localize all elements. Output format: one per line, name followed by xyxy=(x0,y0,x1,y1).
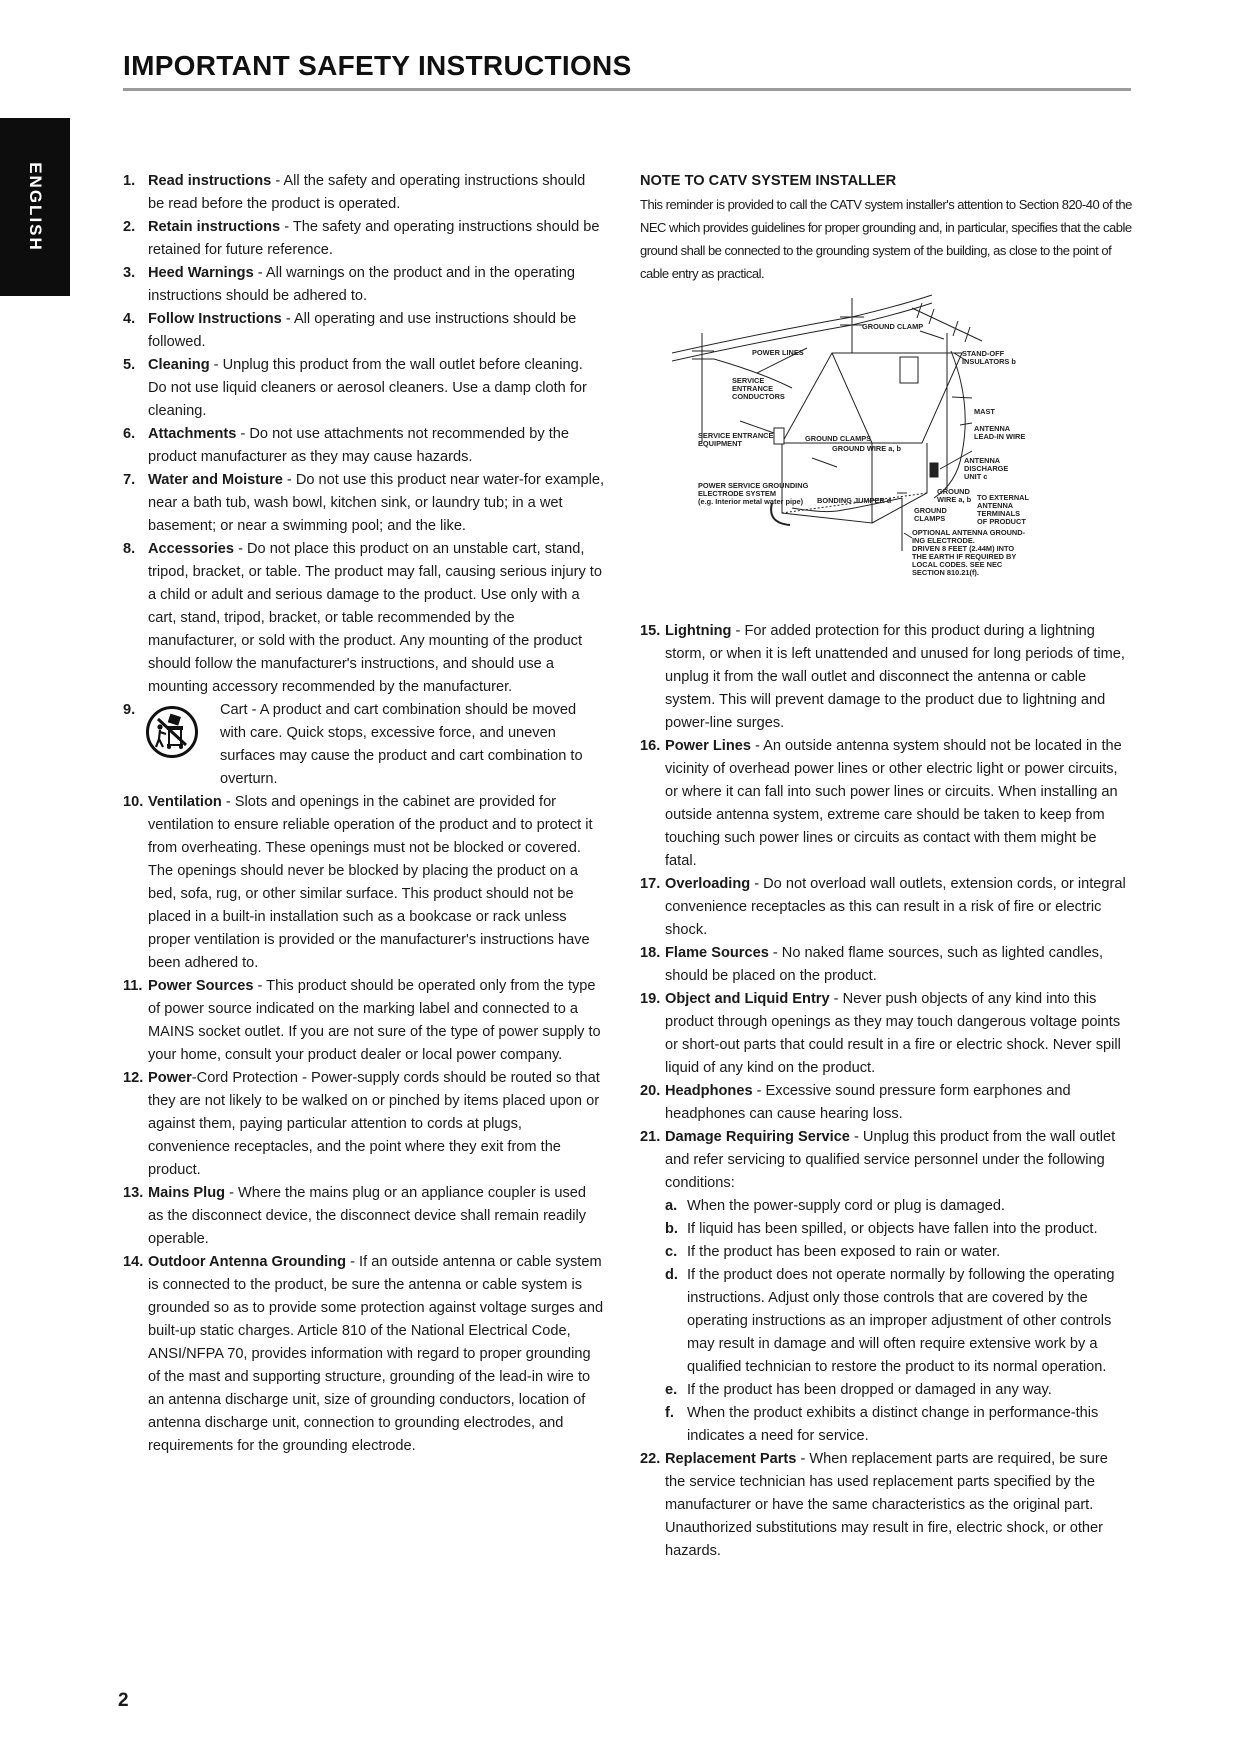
item-text: - For added protection for this product during a lightning storm, or when it is left unattended and unused for long periods of time, unplug it from the wall outlet and disconnect the antenna or cable system. This will prevent damage to the product due to lightning and power-line surges. xyxy=(665,623,1125,731)
instruction-item xyxy=(123,216,605,262)
label-ground-wire-2: GROUND xyxy=(937,487,970,496)
item-title: Power Sources xyxy=(148,978,254,994)
page-title: IMPORTANT SAFETY INSTRUCTIONS xyxy=(123,50,632,81)
instruction-item xyxy=(640,1126,1132,1195)
condition-text: When the product exhibits a distinct change in performance-this indicates a need for service. xyxy=(687,1405,1099,1444)
condition-letter: d. xyxy=(665,1267,678,1283)
label-power-service-grounding: POWER SERVICE GROUNDING xyxy=(698,481,809,490)
left-column xyxy=(123,170,605,1458)
item-title: Mains Plug xyxy=(148,1185,226,1201)
instruction-list-1 xyxy=(123,170,605,699)
instruction-item xyxy=(640,1448,1132,1563)
label-bonding-jumper: BONDING JUMPER d xyxy=(817,496,892,505)
label-optional-electrode: OPTIONAL ANTENNA GROUND- xyxy=(912,528,1026,537)
item-number: 7. xyxy=(123,472,136,488)
item-text: - Do not place this product on an unstable cart, stand, tripod, bracket, or table. The product may fall, causing serious injury to a child or adult and serious damage to the product. Use only with a cart, stand, tripod, bracket, or table recommended by the manufacturer, or sold with the product. Any mounting of the product should follow the manufacturer's instructions, and should use a mounting accessory recommended by the manufacturer. xyxy=(148,541,602,695)
item-text: - Unplug this product from the wall outlet before cleaning. Do not use liquid cleaners or aerosol cleaners. Use a damp cloth for cleaning. xyxy=(148,357,587,419)
instruction-item xyxy=(123,538,605,699)
service-condition xyxy=(640,1218,1132,1241)
label-discharge-2: DISCHARGE xyxy=(964,464,1009,473)
item-title: Object and Liquid Entry xyxy=(665,991,830,1007)
label-standoff-2: INSULATORS b xyxy=(962,357,1016,366)
item-title: Overloading xyxy=(665,876,751,892)
instruction-item xyxy=(640,1080,1132,1126)
instruction-item xyxy=(123,1251,605,1458)
item-text: - Where the mains plug or an appliance coupler is used as the disconnect device, the disconnect device shall remain readily operable. xyxy=(148,1185,587,1247)
label-ground-clamps: GROUND CLAMPS xyxy=(805,434,872,443)
item-text: - Do not use attachments not recommended by the product manufacturer as they may cause hazards. xyxy=(148,426,569,465)
item-title: Lightning xyxy=(665,623,732,639)
item-number: 21. xyxy=(640,1129,661,1145)
instruction-item xyxy=(123,423,605,469)
item-number: 6. xyxy=(123,426,136,442)
item-text: - Unplug this product from the wall outlet and refer servicing to qualified service personnel under the following conditions: xyxy=(665,1129,1116,1191)
condition-text: If the product has been exposed to rain or water. xyxy=(687,1244,1001,1260)
instruction-item xyxy=(123,170,605,216)
instruction-item xyxy=(123,1067,605,1182)
title-divider xyxy=(123,88,1131,91)
language-tab-label: ENGLISH xyxy=(26,162,45,252)
item-title: Cart xyxy=(220,702,248,718)
label-to-external: TO EXTERNAL xyxy=(977,493,1030,502)
condition-text: When the power-supply cord or plug is damaged. xyxy=(687,1198,1005,1214)
item-text: - An outside antenna system should not be located in the vicinity of overhead power lines or other electric light or power circuits, or where it can fall into such power lines or circuits. When installing an outside antenna system, extreme care should be taken to keep from touching such power lines or circuits as contact with them might be fatal. xyxy=(665,738,1122,869)
instruction-item xyxy=(123,262,605,308)
item-text: - Do not overload wall outlets, extension cords, or integral convenience receptacles as this can result in a risk of fire or electric shock. xyxy=(665,876,1126,938)
right-column xyxy=(640,170,1132,1563)
item-title: Heed Warnings xyxy=(148,265,254,281)
label-service-entrance-2: ENTRANCE xyxy=(732,384,774,393)
item-number: 13. xyxy=(123,1185,144,1201)
item-number: 5. xyxy=(123,357,136,373)
instruction-item xyxy=(640,735,1132,873)
item-number: 22. xyxy=(640,1451,661,1467)
language-tab xyxy=(0,118,70,296)
note-heading: NOTE TO CATV SYSTEM INSTALLER xyxy=(640,173,897,189)
label-discharge-3: UNIT c xyxy=(964,472,988,481)
item-title: Power xyxy=(148,1070,192,1086)
service-condition xyxy=(640,1241,1132,1264)
instruction-list-4 xyxy=(640,1448,1132,1563)
item-text: - A product and cart combination should be moved with care. Quick stops, excessive force, and uneven surfaces may cause the product and cart combination to overturn. xyxy=(220,702,583,787)
item-number: 3. xyxy=(123,265,136,281)
item-text: - Slots and openings in the cabinet are provided for ventilation to ensure reliable operation of the product and to protect it from overheating. These openings must not be blocked or covered. The openings should never be blocked by placing the product on a bed, sofa, rug, or other similar surface. This product should not be placed in a built-in installation such as a bookcase or rack unless proper ventilation is provided or the manufacturer's instructions have been adhered to. xyxy=(148,794,593,971)
item-number: 19. xyxy=(640,991,661,1007)
label-to-external-2: ANTENNA xyxy=(977,501,1014,510)
instruction-list-3 xyxy=(640,620,1132,1195)
label-optional-electrode-5: LOCAL CODES. SEE NEC xyxy=(912,560,1003,569)
service-condition xyxy=(640,1195,1132,1218)
instruction-item xyxy=(123,1182,605,1251)
item-number: 9. xyxy=(123,702,136,718)
label-ground-clamps-2b: CLAMPS xyxy=(914,514,946,523)
item-number: 15. xyxy=(640,623,661,639)
label-power-lines: POWER LINES xyxy=(752,348,804,357)
item-text: - The safety and operating instructions should be retained for future reference. xyxy=(148,219,600,258)
cart-tip-over-warning-icon xyxy=(145,705,199,759)
label-standoff: STAND-OFF xyxy=(962,349,1005,358)
service-condition xyxy=(640,1402,1132,1448)
instruction-item xyxy=(123,975,605,1067)
service-condition xyxy=(640,1379,1132,1402)
item-text: - No naked flame sources, such as lighted candles, should be placed on the product. xyxy=(665,945,1104,984)
label-optional-electrode-6: SECTION 810.21(f). xyxy=(912,568,979,577)
instruction-item xyxy=(123,469,605,538)
item-title: Cleaning xyxy=(148,357,210,373)
item-number: 4. xyxy=(123,311,136,327)
condition-letter: b. xyxy=(665,1221,678,1237)
label-ground-wire: GROUND WIRE a, b xyxy=(832,444,901,453)
item-number: 20. xyxy=(640,1083,661,1099)
label-service-entrance-3: CONDUCTORS xyxy=(732,392,785,401)
item-title: Power Lines xyxy=(665,738,751,754)
condition-text: If liquid has been spilled, or objects have fallen into the product. xyxy=(687,1221,1098,1237)
condition-letter: e. xyxy=(665,1382,678,1398)
item-number: 1. xyxy=(123,173,136,189)
service-condition xyxy=(640,1264,1132,1379)
item-number: 14. xyxy=(123,1254,144,1270)
label-to-external-3: TERMINALS xyxy=(977,509,1021,518)
item-text: - All operating and use instructions should be followed. xyxy=(148,311,577,350)
item-title: Follow Instructions xyxy=(148,311,282,327)
instruction-list-2 xyxy=(123,791,605,1458)
page-number: 2 xyxy=(118,1690,129,1711)
item-text: - This product should be operated only from the type of power source indicated on the marking label and connected to a MAINS socket outlet. If you are not sure of the type of power supply to your home, consult your product dealer or local power company. xyxy=(148,978,601,1063)
label-optional-electrode-3: DRIVEN 8 FEET (2.44M) INTO xyxy=(912,544,1015,553)
label-service-equipment-2: EQUIPMENT xyxy=(698,439,742,448)
item-title: Outdoor Antenna Grounding xyxy=(148,1254,347,1270)
instruction-item xyxy=(640,988,1132,1080)
label-optional-electrode-4: THE EARTH IF REQUIRED BY xyxy=(912,552,1017,561)
item-number: 16. xyxy=(640,738,661,754)
item-title: Water and Moisture xyxy=(148,472,283,488)
item-number: 2. xyxy=(123,219,136,235)
note-text: This reminder is provided to call the CATV system installer's attention to Section 820-40 of the NEC which provides guidelines for proper grounding and, in particular, specifies that the cable ground shall be connected to the grounding system of the building, as close to the point of cable entry as practical. xyxy=(640,197,1132,281)
item-number: 12. xyxy=(123,1070,144,1086)
label-ground-clamps-2: GROUND xyxy=(914,506,947,515)
item-text: - Never push objects of any kind into this product through openings as they may touch dangerous voltage points or short-out parts that could result in a fire or electric shock. Never spill liquid of any kind on the product. xyxy=(665,991,1121,1076)
instruction-item xyxy=(640,620,1132,735)
item-number: 18. xyxy=(640,945,661,961)
item-number: 17. xyxy=(640,876,661,892)
item-text: -Cord Protection - Power-supply cords should be routed so that they are not likely to be walked on or pinched by items placed upon or against them, paying particular attention to cords at plugs, convenience receptacles, and the point where they exit from the product. xyxy=(148,1070,600,1178)
condition-text: If the product has been dropped or damaged in any way. xyxy=(687,1382,1052,1398)
condition-letter: a. xyxy=(665,1198,678,1214)
item-text: - All the safety and operating instructions should be read before the product is operated. xyxy=(148,173,586,212)
item-title: Read instructions xyxy=(148,173,272,189)
instruction-item xyxy=(123,308,605,354)
item-number: 8. xyxy=(123,541,136,557)
label-ground-clamp: GROUND CLAMP xyxy=(862,322,924,331)
antenna-grounding-diagram xyxy=(672,293,1092,608)
condition-letter: f. xyxy=(665,1405,674,1421)
item-text: - All warnings on the product and in the operating instructions should be adhered to. xyxy=(148,265,575,304)
item-title: Replacement Parts xyxy=(665,1451,797,1467)
label-antenna-leadin: ANTENNA xyxy=(974,424,1011,433)
instruction-item-cart xyxy=(123,699,605,791)
label-to-external-4: OF PRODUCT xyxy=(977,517,1026,526)
item-title: Ventilation xyxy=(148,794,222,810)
item-text: - If an outside antenna or cable system is connected to the product, be sure the antenna or cable system is grounded so as to provide some protection against voltage surges and built-up static charges. Article 810 of the National Electrical Code, ANSI/NFPA 70, provides information with regard to proper grounding of the mast and supporting structure, grounding of the lead-in wire to an antenna discharge unit, size of grounding conductors, location of antenna discharge unit, connection to grounding electrodes, and requirements for the grounding electrode. xyxy=(148,1254,604,1454)
item-title: Flame Sources xyxy=(665,945,769,961)
instruction-item xyxy=(640,942,1132,988)
service-conditions-list xyxy=(640,1195,1132,1448)
item-text: - When replacement parts are required, be sure the service technician has used replacement parts specified by the manufacturer or have the same characteristics as the original part. Unauthorized substitutions may result in fire, electric shock, or other hazards. xyxy=(665,1451,1108,1559)
label-discharge: ANTENNA xyxy=(964,456,1001,465)
label-antenna-leadin-2: LEAD-IN WIRE xyxy=(974,432,1026,441)
item-number: 10. xyxy=(123,794,144,810)
item-number: 11. xyxy=(123,978,143,994)
instruction-item xyxy=(123,354,605,423)
item-title: Headphones xyxy=(665,1083,753,1099)
item-title: Damage Requiring Service xyxy=(665,1129,850,1145)
label-mast: MAST xyxy=(974,407,995,416)
item-text: - Do not use this product near water-for example, near a bath tub, wash bowl, kitchen sink, or laundry tub; in a wet basement; or near a swimming pool; and the like. xyxy=(148,472,605,534)
instruction-item xyxy=(640,873,1132,942)
label-power-service-grounding-2: ELECTRODE SYSTEM xyxy=(698,489,777,498)
label-service-equipment: SERVICE ENTRANCE xyxy=(698,431,774,440)
label-ground-wire-2b: WIRE a, b xyxy=(937,495,972,504)
item-text: - Excessive sound pressure form earphones and headphones can cause hearing loss. xyxy=(665,1083,1071,1122)
label-optional-electrode-2: ING ELECTRODE. xyxy=(912,536,975,545)
item-title: Attachments xyxy=(148,426,237,442)
instruction-item xyxy=(123,791,605,975)
item-title: Accessories xyxy=(148,541,235,557)
label-service-entrance: SERVICE xyxy=(732,376,765,385)
condition-letter: c. xyxy=(665,1244,678,1260)
label-power-service-grounding-3: (e.g. Interior metal water pipe) xyxy=(698,497,804,506)
condition-text: If the product does not operate normally by following the operating instructions. Adjust only those controls that are covered by the operating instructions as an improper adjustment of other controls may result in damage and will often require extensive work by a qualified technician to restore the product to its normal operation. xyxy=(687,1267,1115,1375)
item-title: Retain instructions xyxy=(148,219,281,235)
